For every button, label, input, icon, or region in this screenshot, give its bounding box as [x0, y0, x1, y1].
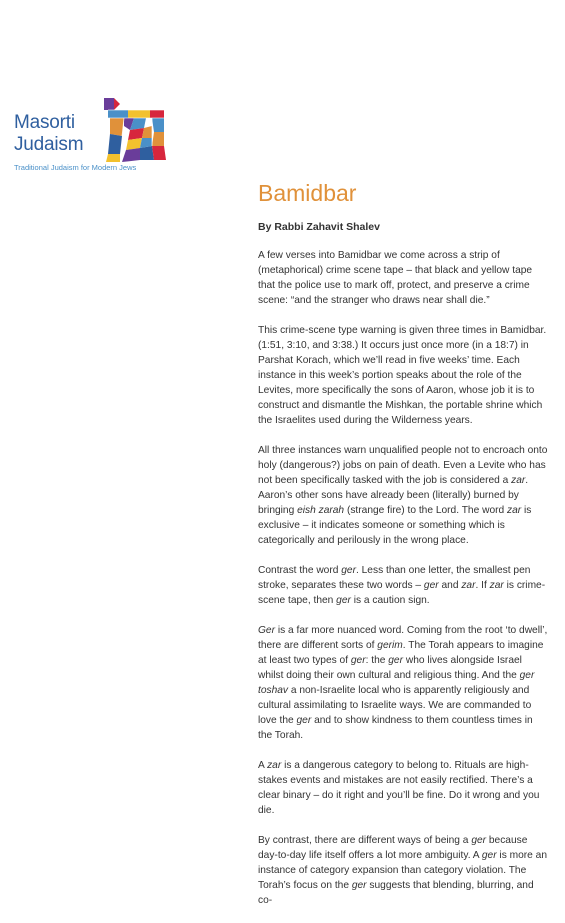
logo-word-judaism: Judaism: [14, 134, 84, 155]
paragraph-2: This crime-scene type warning is given three times in Bamidbar. (1:51, 3:10, and 3:38.) It occurs just once more (in a 18:7) in Parshat Korach, which we’ll read in five weeks’ time. Each instance in this week’s portion speaks about the role of the Levites, more specifically the sons of Aaron, whose job it is to construct and dismantle the Mishkan, the portable shrine which the Israelites used during the Wilderness years.: [258, 325, 547, 426]
paragraph-3: All three instances warn unqualified people not to encroach onto holy (dangerous?) jobs on pain of death. Even a Levite who has not been specifically tasked with the job is considered a zar. Aaron’s other sons have already been (literally) burned by bringing eish zarah (strange fire) to the Lord. The word zar is exclusive – it indicates someone or something which is categorically and perilously in the wrong place.: [258, 445, 548, 546]
masorti-logo: [14, 96, 174, 180]
article-author: By Rabbi Zahavit Shalev: [258, 221, 380, 233]
article: [258, 180, 548, 923]
logo-word-masorti: Masorti: [14, 112, 75, 133]
paragraph-6: A zar is a dangerous category to belong to. Rituals are high-stakes events and mistakes are not easily rectified. There’s a clear binary – do it right and you’ll be fine. Do it wrong and you die.: [258, 760, 540, 816]
mosaic-letter-icon: [100, 96, 170, 164]
logo-tagline: Traditional Judaism for Modern Jews: [14, 163, 137, 172]
paragraph-5: Ger is a far more nuanced word. Coming from the root ‘to dwell’, there are different sorts of gerim. The Torah appears to imagine at least two types of ger: the ger who lives alongside Israel whilst doing their own cultural and religious thing. And the ger toshav a non-Israelite local who is apparently religiously and cultural assimilating to Israelite ways. We are commanded to love the ger and to show kindness to them countless times in the Torah.: [258, 625, 548, 741]
paragraph-7: By contrast, there are different ways of being a ger because day-to-day life itself offers a lot more ambiguity. A ger is more an instance of category expansion than category violation. The Torah’s focus on the ger suggests that blending, blurring, and co-: [258, 835, 547, 906]
paragraph-1: A few verses into Bamidbar we come across a strip of (metaphorical) crime scene tape – that black and yellow tape that the police use to mark off, protect, and preserve a crime scene: “and the stranger who draws near shall die.”: [258, 250, 533, 306]
article-title: Bamidbar: [258, 180, 357, 206]
paragraph-4: Contrast the word ger. Less than one letter, the smallest pen stroke, separates these two words – ger and zar. If zar is crime-scene tape, then ger is a caution sign.: [258, 565, 546, 606]
